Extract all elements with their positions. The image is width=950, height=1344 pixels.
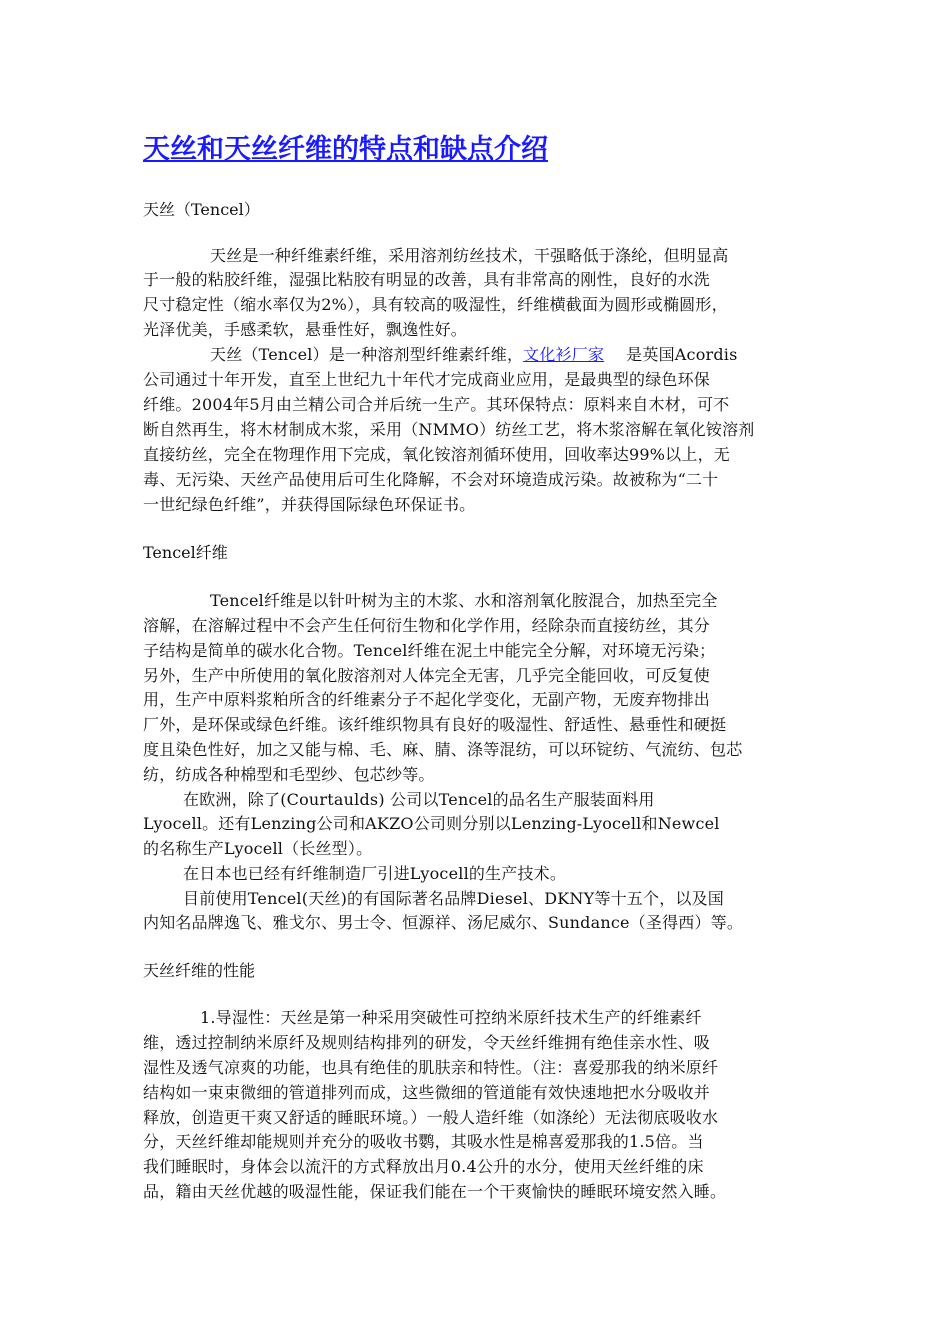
paragraph-line: 于一般的粘胶纤维，湿强比粘胶有明显的改善，具有非常高的刚性，良好的水洗 (143, 270, 711, 289)
paragraph-line: Lyocell。还有Lenzing公司和AKZO公司则分别以Lenzing-Lyocell和Newcel (143, 814, 720, 833)
paragraph-line: 子结构是简单的碳水化合物。Tencel纤维在泥土中能完全分解，对环境无污染； (143, 641, 716, 660)
manufacturer-link[interactable]: 文化衫厂家 (523, 345, 605, 364)
paragraph-line: 尺寸稳定性（缩水率仅为2%），具有较高的吸湿性，纤维横截面为圆形或椭圆形， (143, 295, 728, 314)
paragraph-text: 是英国Acordis (626, 345, 738, 364)
paragraph-line: 用，生产中原料浆粕所含的纤维素分子不起化学变化，无副产物，无废弃物排出 (143, 690, 711, 709)
paragraph-line: Tencel纤维是以针叶树为主的木浆、水和溶剂氧化胺混合，加热至完全 (210, 591, 718, 610)
paragraph-line: 结构如一束束微细的管道排列而成，这些微细的管道能有效快速地把水分吸收并 (143, 1083, 711, 1102)
paragraph-line: 在日本也已经有纤维制造厂引进Lyocell的生产技术。 (183, 864, 567, 883)
paragraph-line: 断自然再生，将木材制成木浆，采用（NMMO）纺丝工艺，将木浆溶解在氧化铵溶剂 (143, 420, 755, 439)
paragraph-line: 目前使用Tencel(天丝)的有国际著名品牌Diesel、DKNY等十五个，以及国 (183, 889, 724, 908)
section-heading-tencel: 天丝（Tencel） (143, 200, 260, 219)
section-heading-properties: 天丝纤维的性能 (143, 961, 256, 980)
paragraph-line: 品，籍由天丝优越的吸湿性能，保证我们能在一个干爽愉快的睡眠环境安然入睡。 (143, 1182, 727, 1201)
paragraph-line: 我们睡眠时，身体会以流汗的方式释放出月0.4公升的水分，使用天丝纤维的床 (143, 1157, 704, 1176)
paragraph-line: 毒、无污染、天丝产品使用后可生化降解，不会对环境造成污染。故被称为“二十 (143, 470, 719, 489)
paragraph-line: 厂外，是环保或绿色纤维。该纤维织物具有良好的吸湿性、舒适性、悬垂性和硬挺 (143, 715, 727, 734)
paragraph-line: 的名称生产Lyocell（长丝型）。 (143, 839, 373, 858)
paragraph-line: 度且染色性好，加之又能与棉、毛、麻、腈、涤等混纺，可以环锭纺、气流纺、包芯 (143, 740, 743, 759)
paragraph-line: 分，天丝纤维却能规则并充分的吸收书鹦，其吸水性是棉喜爱那我的1.5倍。当 (143, 1132, 704, 1151)
paragraph-line: 纤维。2004年5月由兰精公司合并后统一生产。其环保特点：原料来自木材，可不 (143, 395, 730, 414)
paragraph-line (210, 343, 738, 367)
paragraph-line: 内知名品牌逸飞、雅戈尔、男士令、恒源祥、汤尼威尔、Sundance（圣得西）等。 (143, 913, 744, 932)
paragraph-line: 湿性及透气凉爽的功能，也具有绝佳的肌肤亲和特性。（注：喜爱那我的纳米原纤 (143, 1058, 719, 1077)
paragraph-line: 纺，纺成各种棉型和毛型纱、包芯纱等。 (143, 765, 435, 784)
paragraph-line: 一世纪绿色纤维”，并获得国际绿色环保证书。 (143, 495, 476, 514)
paragraph-line: 释放，创造更干爽又舒适的睡眠环境。）一般人造纤维（如涤纶）无法彻底吸收水 (143, 1108, 719, 1127)
section-heading-tencel-fiber: Tencel纤维 (143, 543, 228, 562)
paragraph-line: 溶解，在溶解过程中不会产生任何衍生物和化学作用，经除杂而直接纺丝，其分 (143, 616, 711, 635)
paragraph-line: 天丝是一种纤维素纤维，采用溶剂纺丝技术，干强略低于涤纶，但明显高 (210, 246, 729, 265)
paragraph-line: 维，透过控制纳米原纤及规则结构排列的研发，令天丝纤维拥有绝佳亲水性、吸 (143, 1033, 711, 1052)
page-title[interactable]: 天丝和天丝纤维的特点和缺点介绍 (143, 134, 548, 165)
paragraph-line: 公司通过十年开发，直至上世纪九十年代才完成商业应用，是最典型的绿色环保 (143, 370, 711, 389)
paragraph-line: 在欧洲，除了(Courtaulds) 公司以Tencel的品名生产服装面料用 (183, 790, 655, 809)
paragraph-line: 另外，生产中所使用的氧化胺溶剂对人体完全无害，几乎完全能回收，可反复使 (143, 666, 711, 685)
paragraph-line: 直接纺丝，完全在物理作用下完成，氧化铵溶剂循环使用，回收率达99%以上，无 (143, 445, 730, 464)
paragraph-line: 光泽优美，手感柔软，悬垂性好，飘逸性好。 (143, 320, 468, 339)
paragraph-text: 天丝（Tencel）是一种溶剂型纤维素纤维， (210, 345, 524, 364)
paragraph-line: 1.导湿性：天丝是第一种采用突破性可控纳米原纤技术生产的纤维素纤 (200, 1008, 702, 1027)
